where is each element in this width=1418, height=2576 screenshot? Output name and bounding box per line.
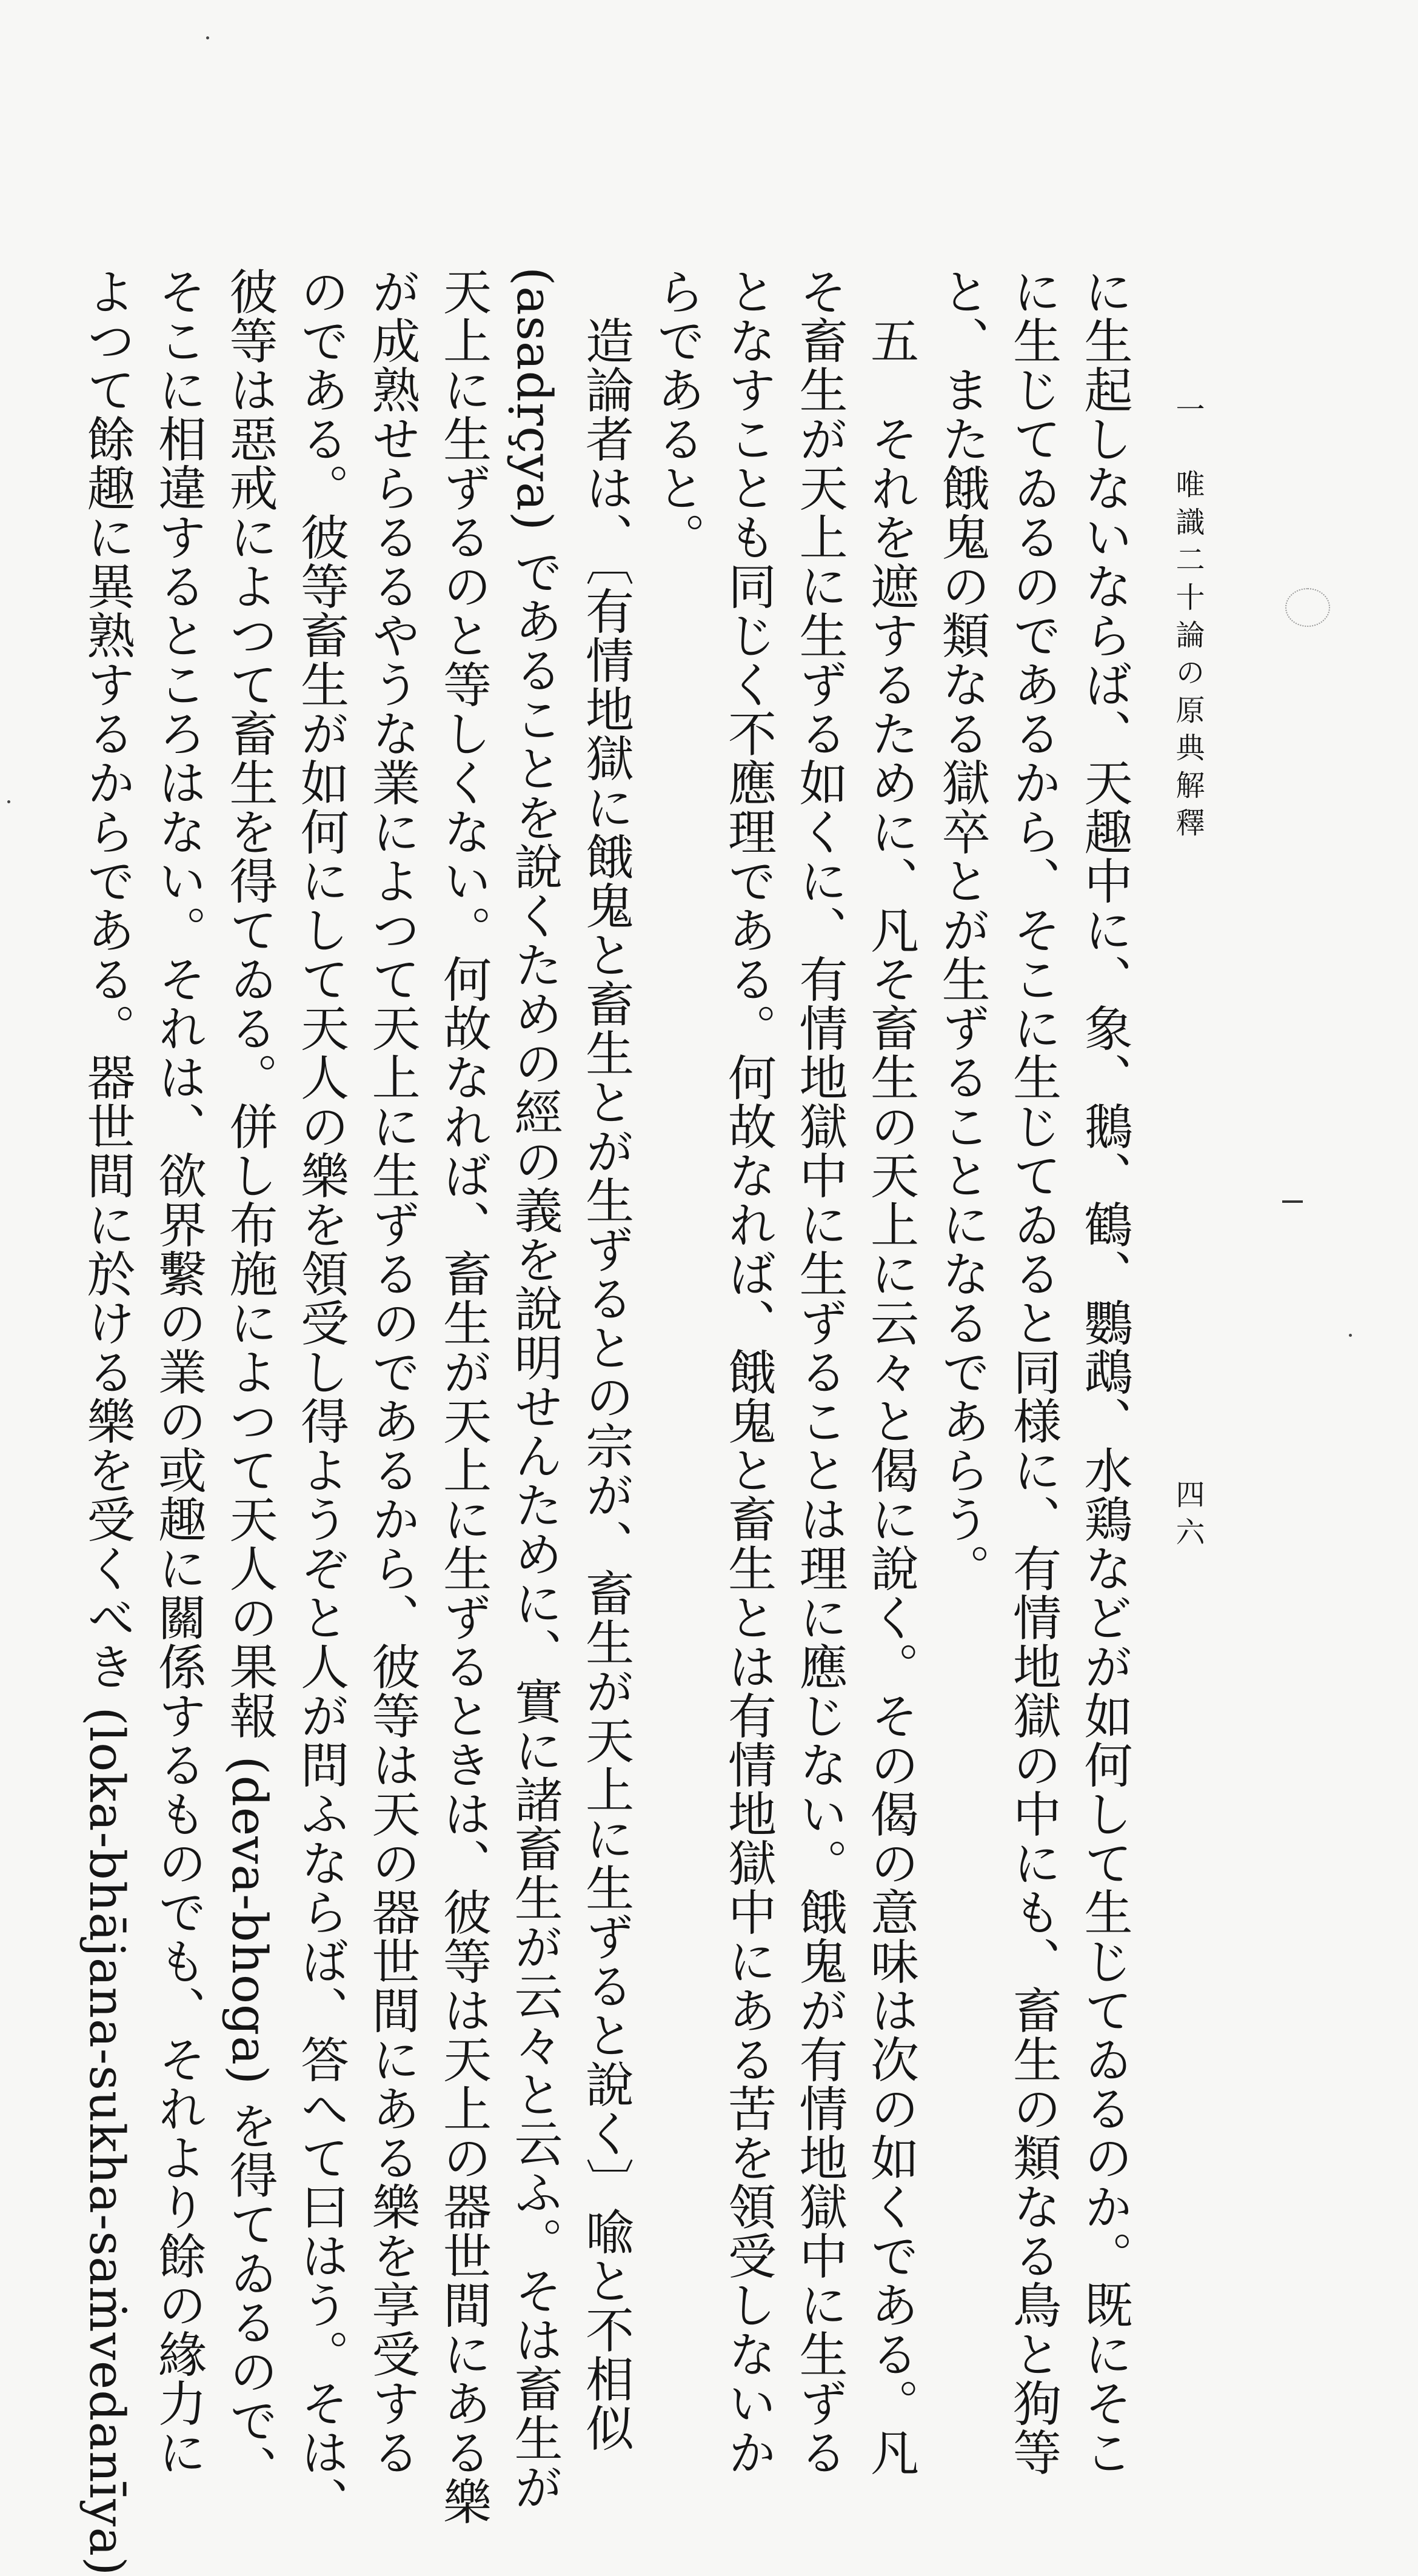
text-column: と、また餓鬼の類なる獄卒とが生ずることになるであらう。: [934, 267, 990, 1593]
body-text: [79, 267, 1140, 2576]
text-column: のである。彼等畜生が如何にして天人の樂を領受し得ようぞと人が問ふならば、答へて曰はう。そは、: [292, 267, 349, 2526]
scan-smudge: [1285, 588, 1330, 627]
text-column: 五 それを遮するために、凡そ畜生の天上に云々と偈に說く。その偈の意味は次の如くである。凡: [862, 267, 919, 2477]
scan-speck: [7, 800, 10, 803]
scan-speck: [206, 36, 209, 39]
text-column: そこに相違するところはない。それは、欲界繫の業の或趣に關係するものでも、それより餘の緣力に: [150, 267, 207, 2477]
scan-mark-dash: [1282, 1200, 1303, 1203]
text-column: よつて餘趣に異熟するからである。器世間に於ける樂を受くべき (loka-bhājana-sukha-saṁvedanīya): [79, 267, 135, 2576]
text-column: 天上に生ずるのと等しくない。何故なれば、畜生が天上に生ずるときは、彼等は天上の器世間にある樂: [435, 267, 492, 2526]
text-column: 彼等は惡戒によつて畜生を得てゐる。併し布施によつて天人の果報 (deva-bhoga) を得てゐるので、: [221, 267, 278, 2494]
text-column: らであると。: [649, 267, 705, 561]
scan-speck: [1349, 1334, 1352, 1337]
text-column: に生起しないならば、天趣中に、象、鵝、鶴、鸚鵡、水鶏などが如何して生じてゐるのか。既にそこ: [1076, 267, 1132, 2477]
running-title: 一 唯識二十論の原典解釋: [1171, 394, 1205, 845]
text-column: (asadṛçya) であることを說くための經の義を說明せんために、實に諸畜生が云々と云ふ。そは畜生が: [506, 267, 563, 2512]
text-column: が成熟せらるるやうな業によつて天上に生ずるのであるから、彼等は天の器世間にある樂を享受する: [364, 267, 420, 2477]
text-column: に生じてゐるのであるから、そこに生じてゐると同様に、有情地獄の中にも、畜生の類なる鳥と狗等: [1005, 267, 1062, 2477]
text-column: となすことも同じく不應理である。何故なれば、餓鬼と畜生とは有情地獄中にある苦を領受しないか: [720, 267, 777, 2477]
text-column: そ畜生が天上に生ずる如くに、有情地獄中に生ずることは理に應じない。餓鬼が有情地獄中に生ずる: [791, 267, 848, 2477]
text-column: 造論者は、〔有情地獄に餓鬼と畜生とが生ずるとの宗が、畜生が天上に生ずると說く〕喩と不相似: [577, 267, 634, 2452]
page-number: 四六: [1171, 1479, 1205, 1554]
